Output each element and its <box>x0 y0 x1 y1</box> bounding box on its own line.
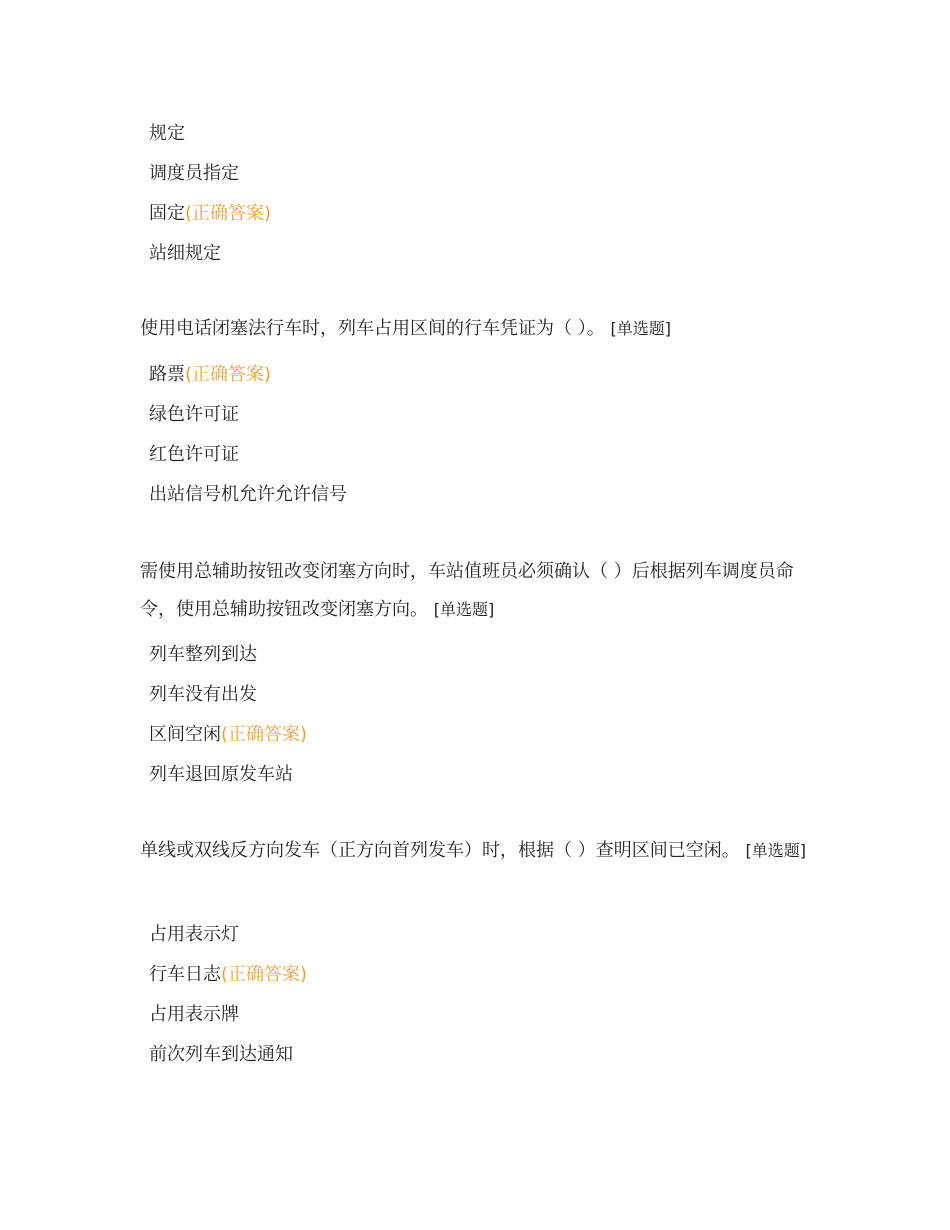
option-text: 前次列车到达通知 <box>149 1044 293 1065</box>
option-text: 站细规定 <box>149 243 221 264</box>
question-1 <box>140 310 815 348</box>
option-q3-3 <box>149 1003 239 1027</box>
option-text: 占用表示灯 <box>149 924 239 945</box>
option-text: 绿色许可证 <box>149 404 239 425</box>
option-text: 调度员指定 <box>149 163 239 184</box>
question-type: [单选题] <box>433 600 495 619</box>
option-text: 区间空闲 <box>149 724 221 745</box>
option-q2-3 <box>149 723 307 747</box>
option-prev-4 <box>149 242 221 266</box>
option-prev-3 <box>149 202 271 226</box>
option-prev-2 <box>149 162 239 186</box>
question-type: [单选题] <box>610 319 671 338</box>
option-q1-1 <box>149 363 271 387</box>
question-2 <box>140 553 815 629</box>
correct-answer-mark: (正确答案) <box>185 364 272 385</box>
option-q2-1 <box>149 643 257 667</box>
option-text: 固定 <box>149 203 185 224</box>
option-q3-4 <box>149 1043 293 1067</box>
correct-answer-mark: (正确答案) <box>185 203 272 224</box>
option-text: 红色许可证 <box>149 444 239 465</box>
question-3 <box>140 832 815 870</box>
option-text: 出站信号机允许允许信号 <box>149 484 347 505</box>
option-text: 列车整列到达 <box>149 644 257 665</box>
option-prev-1 <box>149 122 185 146</box>
question-type: [单选题] <box>745 841 806 860</box>
option-text: 列车退回原发车站 <box>149 764 293 785</box>
option-text: 行车日志 <box>149 964 221 985</box>
option-text: 占用表示牌 <box>149 1004 239 1025</box>
option-q2-4 <box>149 763 293 787</box>
option-q2-2 <box>149 683 257 707</box>
option-q1-3 <box>149 443 239 467</box>
question-text: 使用电话闭塞法行车时，列车占用区间的行车凭证为（ ）。 <box>140 318 605 339</box>
option-text: 路票 <box>149 364 185 385</box>
option-text: 规定 <box>149 123 185 144</box>
option-q3-1 <box>149 923 239 947</box>
option-text: 列车没有出发 <box>149 684 257 705</box>
option-q3-2 <box>149 963 307 987</box>
option-q1-4 <box>149 483 347 507</box>
question-text: 单线或双线反方向发车（正方向首列发车）时，根据（ ）查明区间已空闲。 <box>140 840 740 861</box>
correct-answer-mark: (正确答案) <box>221 964 308 985</box>
correct-answer-mark: (正确答案) <box>221 724 308 745</box>
option-q1-2 <box>149 403 239 427</box>
question-text: 需使用总辅助按钮改变闭塞方向时，车站值班员必须确认（ ）后根据列车调度员命令，使用总辅助按钮改变闭塞方向。 <box>140 561 794 620</box>
